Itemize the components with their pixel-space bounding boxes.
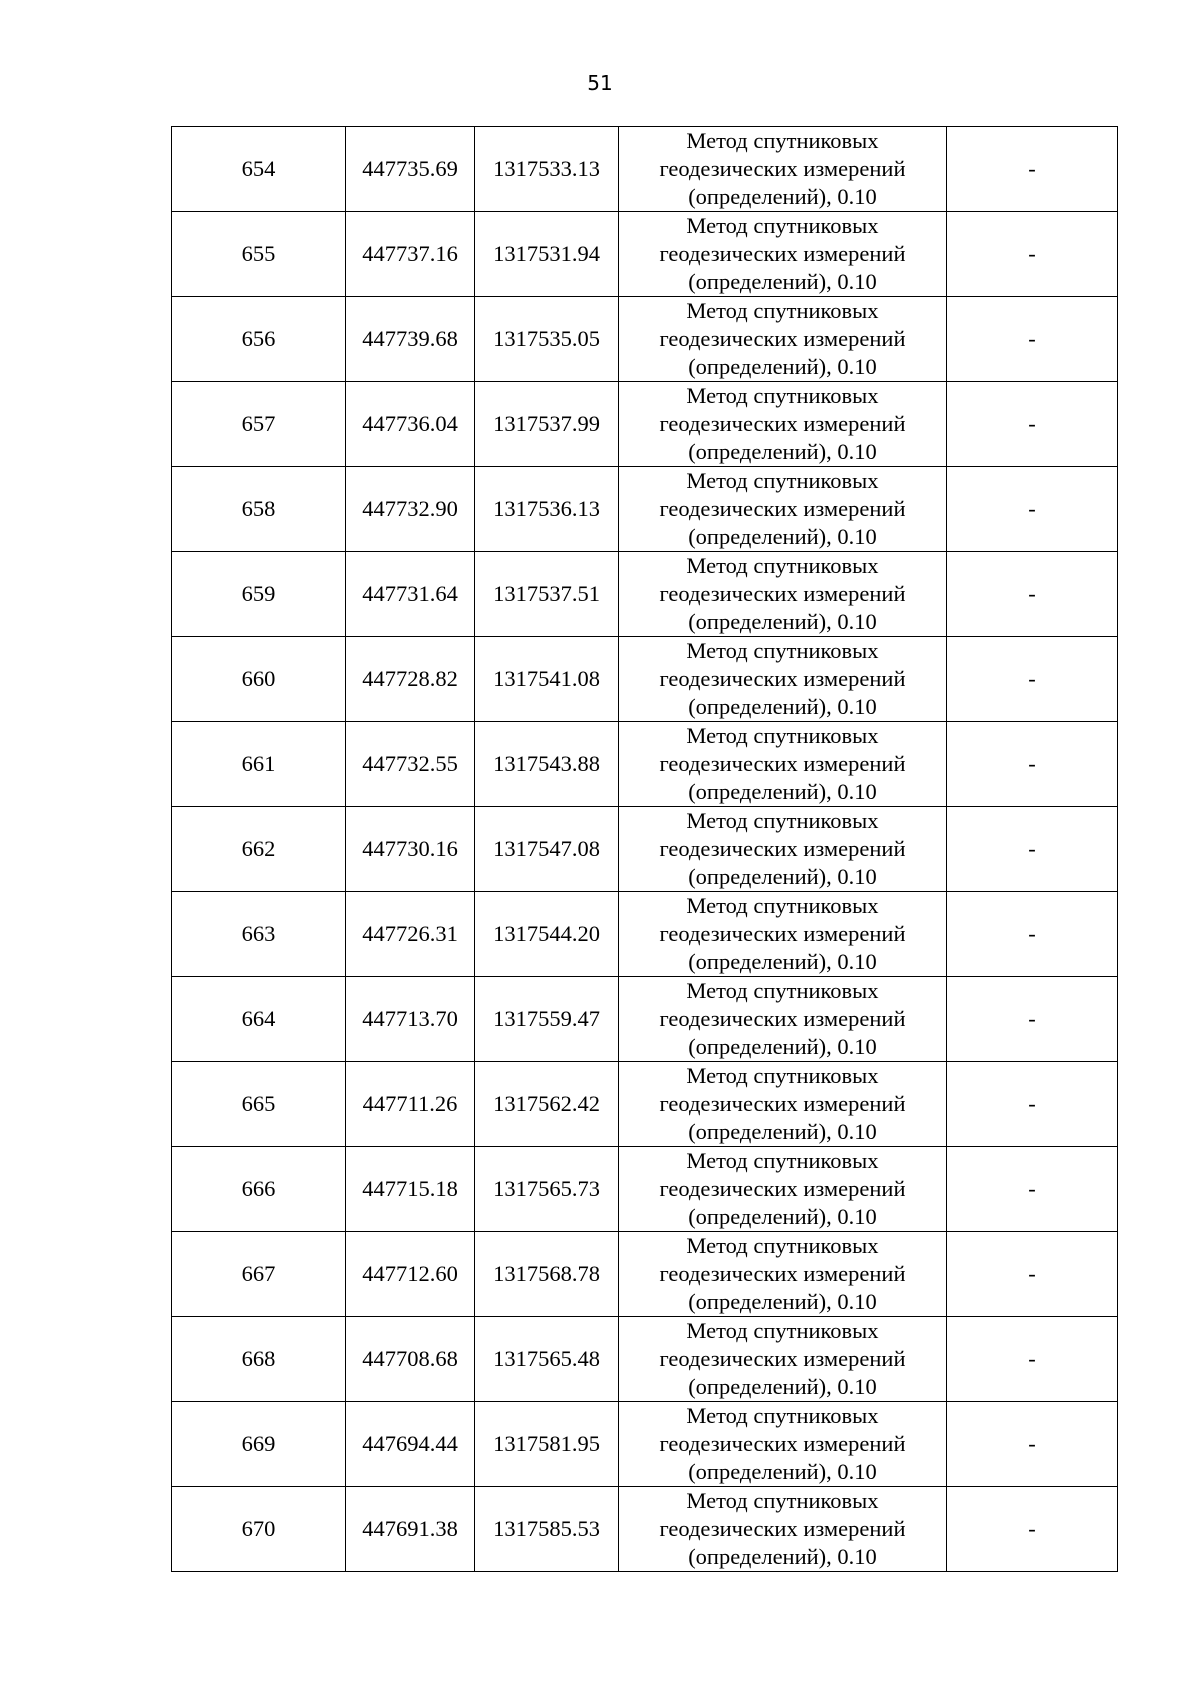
x-coordinate-cell: 447737.16 [346,212,475,297]
coordinates-table-body [172,127,1118,1572]
table-row [172,807,1118,892]
point-number-cell: 658 [172,467,346,552]
method-accuracy-cell [619,1487,947,1572]
method-accuracy-text: Метод спутниковых геодезических измерений (определений), 0.10 [659,1488,906,1569]
method-accuracy-cell [619,552,947,637]
x-coordinate-cell: 447694.44 [346,1402,475,1487]
point-description-cell: - [947,1147,1118,1232]
y-coordinate-cell: 1317537.99 [475,382,619,467]
method-accuracy-text: Метод спутниковых геодезических измерений (определений), 0.10 [659,128,906,209]
method-accuracy-text: Метод спутниковых геодезических измерений (определений), 0.10 [659,1403,906,1484]
y-coordinate-cell: 1317537.51 [475,552,619,637]
table-row [172,637,1118,722]
x-coordinate-cell: 447728.82 [346,637,475,722]
y-coordinate-cell: 1317544.20 [475,892,619,977]
method-accuracy-text: Метод спутниковых геодезических измерений (определений), 0.10 [659,1318,906,1399]
x-coordinate-cell: 447711.26 [346,1062,475,1147]
method-accuracy-text: Метод спутниковых геодезических измерений (определений), 0.10 [659,638,906,719]
x-coordinate-cell: 447732.90 [346,467,475,552]
point-description-cell: - [947,1062,1118,1147]
method-accuracy-cell [619,127,947,212]
point-number-cell: 656 [172,297,346,382]
y-coordinate-cell: 1317547.08 [475,807,619,892]
table-row [172,1402,1118,1487]
point-number-cell: 659 [172,552,346,637]
point-number-cell: 661 [172,722,346,807]
y-coordinate-cell: 1317568.78 [475,1232,619,1317]
y-coordinate-cell: 1317543.88 [475,722,619,807]
point-number-cell: 664 [172,977,346,1062]
point-number-cell: 654 [172,127,346,212]
x-coordinate-cell: 447726.31 [346,892,475,977]
method-accuracy-cell [619,467,947,552]
y-coordinate-cell: 1317562.42 [475,1062,619,1147]
point-description-cell: - [947,1487,1118,1572]
method-accuracy-cell [619,382,947,467]
point-description-cell: - [947,722,1118,807]
x-coordinate-cell: 447735.69 [346,127,475,212]
x-coordinate-cell: 447713.70 [346,977,475,1062]
method-accuracy-cell [619,722,947,807]
method-accuracy-text: Метод спутниковых геодезических измерений (определений), 0.10 [659,1148,906,1229]
point-description-cell: - [947,977,1118,1062]
y-coordinate-cell: 1317581.95 [475,1402,619,1487]
method-accuracy-cell [619,807,947,892]
x-coordinate-cell: 447715.18 [346,1147,475,1232]
y-coordinate-cell: 1317536.13 [475,467,619,552]
point-number-cell: 670 [172,1487,346,1572]
x-coordinate-cell: 447730.16 [346,807,475,892]
table-row [172,212,1118,297]
point-number-cell: 662 [172,807,346,892]
point-number-cell: 657 [172,382,346,467]
table-row [172,1232,1118,1317]
table-row [172,892,1118,977]
x-coordinate-cell: 447739.68 [346,297,475,382]
method-accuracy-text: Метод спутниковых геодезических измерений (определений), 0.10 [659,298,906,379]
table-row [172,127,1118,212]
point-description-cell: - [947,467,1118,552]
y-coordinate-cell: 1317585.53 [475,1487,619,1572]
point-number-cell: 666 [172,1147,346,1232]
point-description-cell: - [947,212,1118,297]
method-accuracy-cell [619,637,947,722]
point-description-cell: - [947,382,1118,467]
y-coordinate-cell: 1317565.48 [475,1317,619,1402]
method-accuracy-cell [619,977,947,1062]
y-coordinate-cell: 1317541.08 [475,637,619,722]
coordinates-table [171,126,1118,1572]
method-accuracy-cell [619,892,947,977]
point-description-cell: - [947,1232,1118,1317]
point-description-cell: - [947,892,1118,977]
x-coordinate-cell: 447736.04 [346,382,475,467]
point-number-cell: 655 [172,212,346,297]
point-number-cell: 660 [172,637,346,722]
method-accuracy-text: Метод спутниковых геодезических измерений (определений), 0.10 [659,893,906,974]
table-row [172,552,1118,637]
method-accuracy-cell [619,1402,947,1487]
method-accuracy-text: Метод спутниковых геодезических измерений (определений), 0.10 [659,1063,906,1144]
table-row [172,1487,1118,1572]
y-coordinate-cell: 1317565.73 [475,1147,619,1232]
table-row [172,722,1118,807]
method-accuracy-text: Метод спутниковых геодезических измерений (определений), 0.10 [659,808,906,889]
table-row [172,977,1118,1062]
y-coordinate-cell: 1317531.94 [475,212,619,297]
x-coordinate-cell: 447712.60 [346,1232,475,1317]
page-number: 51 [587,71,613,95]
method-accuracy-cell [619,1232,947,1317]
method-accuracy-text: Метод спутниковых геодезических измерений (определений), 0.10 [659,383,906,464]
table-row [172,1317,1118,1402]
y-coordinate-cell: 1317533.13 [475,127,619,212]
method-accuracy-cell [619,297,947,382]
method-accuracy-text: Метод спутниковых геодезических измерений (определений), 0.10 [659,468,906,549]
y-coordinate-cell: 1317559.47 [475,977,619,1062]
point-number-cell: 665 [172,1062,346,1147]
point-number-cell: 667 [172,1232,346,1317]
table-row [172,467,1118,552]
x-coordinate-cell: 447732.55 [346,722,475,807]
method-accuracy-cell [619,1062,947,1147]
method-accuracy-cell [619,1147,947,1232]
method-accuracy-text: Метод спутниковых геодезических измерений (определений), 0.10 [659,1233,906,1314]
x-coordinate-cell: 447691.38 [346,1487,475,1572]
x-coordinate-cell: 447731.64 [346,552,475,637]
method-accuracy-cell [619,1317,947,1402]
point-description-cell: - [947,297,1118,382]
table-row [172,1062,1118,1147]
table-row [172,297,1118,382]
method-accuracy-cell [619,212,947,297]
point-number-cell: 668 [172,1317,346,1402]
point-description-cell: - [947,637,1118,722]
x-coordinate-cell: 447708.68 [346,1317,475,1402]
point-description-cell: - [947,1402,1118,1487]
point-number-cell: 663 [172,892,346,977]
table-row [172,1147,1118,1232]
point-number-cell: 669 [172,1402,346,1487]
point-description-cell: - [947,552,1118,637]
method-accuracy-text: Метод спутниковых геодезических измерений (определений), 0.10 [659,723,906,804]
point-description-cell: - [947,127,1118,212]
point-description-cell: - [947,1317,1118,1402]
method-accuracy-text: Метод спутниковых геодезических измерений (определений), 0.10 [659,553,906,634]
y-coordinate-cell: 1317535.05 [475,297,619,382]
method-accuracy-text: Метод спутниковых геодезических измерений (определений), 0.10 [659,213,906,294]
method-accuracy-text: Метод спутниковых геодезических измерений (определений), 0.10 [659,978,906,1059]
point-description-cell: - [947,807,1118,892]
table-row [172,382,1118,467]
